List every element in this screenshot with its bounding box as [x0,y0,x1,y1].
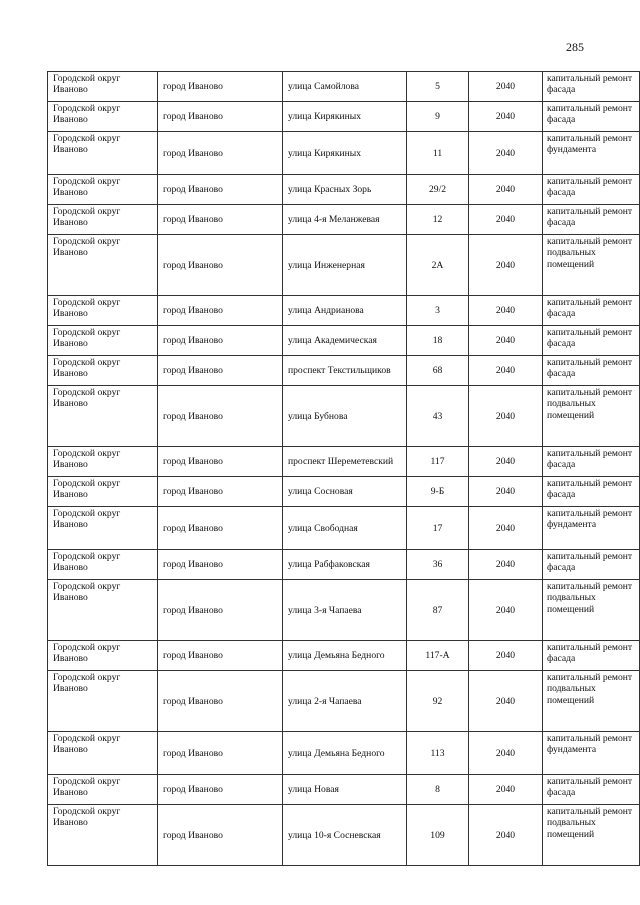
street-cell: улица Демьяна Бедного [283,641,407,671]
settlement-cell: город Иваново [158,580,283,641]
work-type-cell: капитальный ремонт фасада [543,447,640,477]
street-cell: улица Инженерная [283,235,407,296]
municipality-cell: Городской округ Иваново [48,805,158,866]
house-number-cell: 9-Б [407,477,469,507]
year-cell: 2040 [469,205,543,235]
work-type-cell: капитальный ремонт подвальных помещений [543,580,640,641]
municipality-cell: Городской округ Иваново [48,671,158,732]
settlement-cell: город Иваново [158,72,283,102]
municipality-cell: Городской округ Иваново [48,732,158,775]
settlement-cell: город Иваново [158,326,283,356]
settlement-cell: город Иваново [158,132,283,175]
municipality-cell: Городской округ Иваново [48,775,158,805]
year-cell: 2040 [469,72,543,102]
table-row [48,805,640,866]
house-number-cell: 17 [407,507,469,550]
municipality-cell: Городской округ Иваново [48,447,158,477]
street-cell: улица Сосновая [283,477,407,507]
municipality-cell: Городской округ Иваново [48,102,158,132]
work-type-cell: капитальный ремонт фасада [543,205,640,235]
municipality-cell: Городской округ Иваново [48,296,158,326]
settlement-cell: город Иваново [158,447,283,477]
table-row [48,386,640,447]
house-number-cell: 9 [407,102,469,132]
house-number-cell: 113 [407,732,469,775]
settlement-cell: город Иваново [158,102,283,132]
street-cell: проспект Текстильщиков [283,356,407,386]
street-cell: улица 4-я Меланжевая [283,205,407,235]
house-number-cell: 3 [407,296,469,326]
settlement-cell: город Иваново [158,356,283,386]
year-cell: 2040 [469,235,543,296]
table-row [48,447,640,477]
house-number-cell: 2А [407,235,469,296]
street-cell: улица Рабфаковская [283,550,407,580]
year-cell: 2040 [469,386,543,447]
work-type-cell: капитальный ремонт подвальных помещений [543,805,640,866]
work-type-cell: капитальный ремонт фасада [543,550,640,580]
table-row [48,235,640,296]
municipality-cell: Городской округ Иваново [48,386,158,447]
municipality-cell: Городской округ Иваново [48,507,158,550]
house-number-cell: 11 [407,132,469,175]
year-cell: 2040 [469,175,543,205]
house-number-cell: 12 [407,205,469,235]
house-number-cell: 36 [407,550,469,580]
house-number-cell: 43 [407,386,469,447]
year-cell: 2040 [469,732,543,775]
year-cell: 2040 [469,477,543,507]
settlement-cell: город Иваново [158,175,283,205]
table-row [48,580,640,641]
work-type-cell: капитальный ремонт фасада [543,641,640,671]
table-row [48,775,640,805]
year-cell: 2040 [469,132,543,175]
table-row [48,205,640,235]
year-cell: 2040 [469,447,543,477]
table-row [48,132,640,175]
municipality-cell: Городской округ Иваново [48,235,158,296]
table-body [48,72,640,866]
house-number-cell: 87 [407,580,469,641]
municipality-cell: Городской округ Иваново [48,580,158,641]
settlement-cell: город Иваново [158,641,283,671]
municipality-cell: Городской округ Иваново [48,550,158,580]
work-type-cell: капитальный ремонт фасада [543,775,640,805]
street-cell: проспект Шереметевский [283,447,407,477]
house-number-cell: 92 [407,671,469,732]
house-number-cell: 68 [407,356,469,386]
house-number-cell: 29/2 [407,175,469,205]
street-cell: улица Самойлова [283,72,407,102]
municipality-cell: Городской округ Иваново [48,326,158,356]
municipality-cell: Городской округ Иваново [48,72,158,102]
house-number-cell: 117 [407,447,469,477]
work-type-cell: капитальный ремонт фундамента [543,132,640,175]
year-cell: 2040 [469,805,543,866]
street-cell: улица Демьяна Бедного [283,732,407,775]
year-cell: 2040 [469,671,543,732]
year-cell: 2040 [469,296,543,326]
table-row [48,175,640,205]
year-cell: 2040 [469,356,543,386]
work-type-cell: капитальный ремонт фасада [543,102,640,132]
street-cell: улица 3-я Чапаева [283,580,407,641]
street-cell: улица Красных Зорь [283,175,407,205]
table-row [48,507,640,550]
page-number: 285 [566,40,584,54]
street-cell: улица Новая [283,775,407,805]
settlement-cell: город Иваново [158,671,283,732]
table-row [48,326,640,356]
street-cell: улица Академическая [283,326,407,356]
work-type-cell: капитальный ремонт подвальных помещений [543,386,640,447]
street-cell: улица Свободная [283,507,407,550]
table-row [48,641,640,671]
house-number-cell: 117-А [407,641,469,671]
year-cell: 2040 [469,775,543,805]
work-type-cell: капитальный ремонт подвальных помещений [543,235,640,296]
work-type-cell: капитальный ремонт фундамента [543,507,640,550]
municipality-cell: Городской округ Иваново [48,175,158,205]
settlement-cell: город Иваново [158,296,283,326]
settlement-cell: город Иваново [158,507,283,550]
street-cell: улица 2-я Чапаева [283,671,407,732]
settlement-cell: город Иваново [158,205,283,235]
table-row [48,102,640,132]
work-type-cell: капитальный ремонт фасада [543,356,640,386]
work-type-cell: капитальный ремонт фасада [543,477,640,507]
work-type-cell: капитальный ремонт фасада [543,175,640,205]
settlement-cell: город Иваново [158,805,283,866]
table-row [48,550,640,580]
municipality-cell: Городской округ Иваново [48,356,158,386]
work-type-cell: капитальный ремонт фасада [543,296,640,326]
street-cell: улица Кирякиных [283,102,407,132]
municipality-cell: Городской округ Иваново [48,477,158,507]
house-number-cell: 8 [407,775,469,805]
year-cell: 2040 [469,550,543,580]
table-row [48,477,640,507]
year-cell: 2040 [469,326,543,356]
street-cell: улица Бубнова [283,386,407,447]
settlement-cell: город Иваново [158,235,283,296]
year-cell: 2040 [469,641,543,671]
table-row [48,356,640,386]
table-row [48,732,640,775]
municipality-cell: Городской округ Иваново [48,132,158,175]
house-number-cell: 109 [407,805,469,866]
year-cell: 2040 [469,580,543,641]
work-type-cell: капитальный ремонт фасада [543,326,640,356]
settlement-cell: город Иваново [158,775,283,805]
work-type-cell: капитальный ремонт фасада [543,72,640,102]
year-cell: 2040 [469,102,543,132]
settlement-cell: город Иваново [158,732,283,775]
house-number-cell: 18 [407,326,469,356]
work-type-cell: капитальный ремонт подвальных помещений [543,671,640,732]
house-number-cell: 5 [407,72,469,102]
settlement-cell: город Иваново [158,386,283,447]
settlement-cell: город Иваново [158,550,283,580]
settlement-cell: город Иваново [158,477,283,507]
year-cell: 2040 [469,507,543,550]
work-type-cell: капитальный ремонт фундамента [543,732,640,775]
street-cell: улица 10-я Сосневская [283,805,407,866]
street-cell: улица Кирякиных [283,132,407,175]
municipality-cell: Городской округ Иваново [48,641,158,671]
table-row [48,671,640,732]
repair-schedule-table [47,71,640,866]
street-cell: улица Андрианова [283,296,407,326]
municipality-cell: Городской округ Иваново [48,205,158,235]
table-row [48,296,640,326]
table-row [48,72,640,102]
